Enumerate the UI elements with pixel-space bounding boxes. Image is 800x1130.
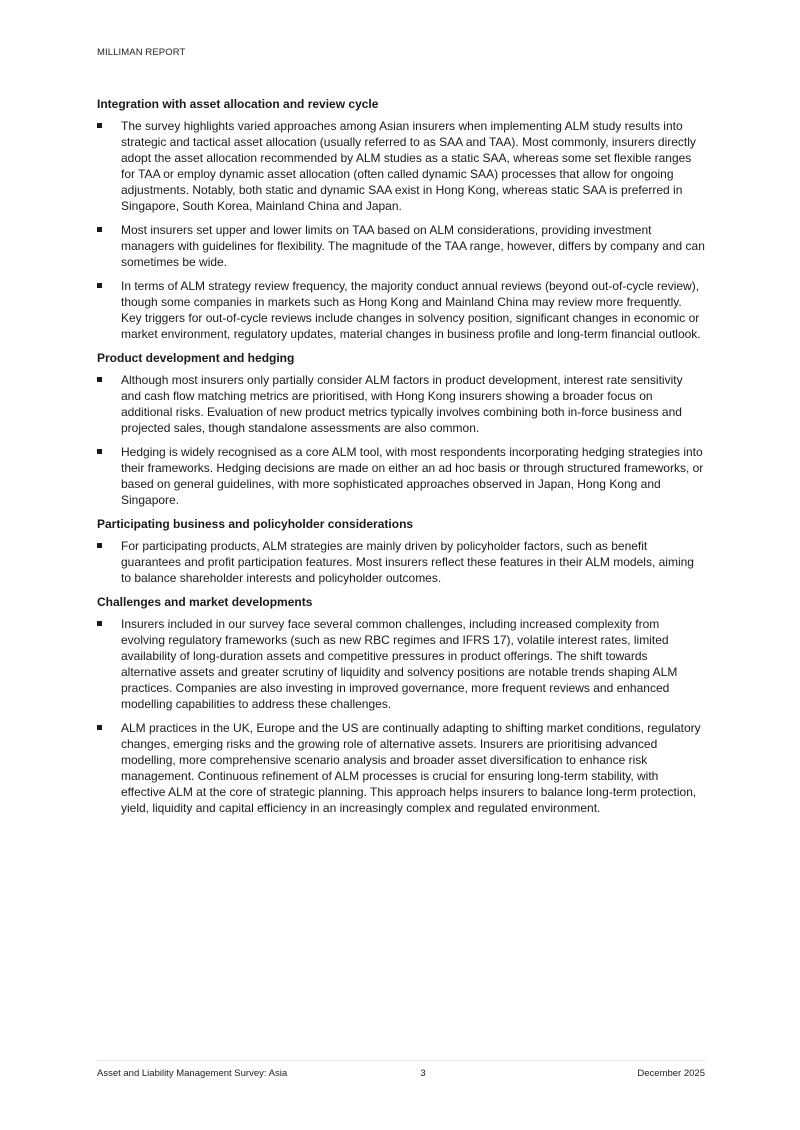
section-heading: Integration with asset allocation and review cycle: [97, 97, 379, 111]
square-bullet-icon: [97, 283, 102, 288]
section-product-development: [97, 350, 705, 508]
report-header-label: MILLIMAN REPORT: [97, 47, 186, 58]
square-bullet-icon: [97, 227, 102, 232]
square-bullet-icon: [97, 725, 102, 730]
bullet-text: The survey highlights varied approaches among Asian insurers when implementing ALM study results into strategic and tactical asset allocation (usually referred to as SAA and TAA). Most commonly, insurers directly adopt the asset allocation recommended by ALM studies as a static SAA, whereas some set flexible ranges for TAA or employ dynamic asset allocation (often called dynamic SAA) processes that allow for ongoing adjustments. Notably, both static and dynamic SAA exist in Hong Kong, whereas static SAA is preferred in Singapore, South Korea, Mainland China and Japan.: [121, 119, 696, 213]
bullet-text: Hedging is widely recognised as a core ALM tool, with most respondents incorporating hedging strategies into their frameworks. Hedging decisions are made on either an ad hoc basis or through structured frameworks, or based on general guidelines, with more sophisticated approaches observed in Japan, Hong Kong and Singapore.: [121, 445, 704, 507]
bullet-list: [97, 538, 705, 586]
bullet-item: [97, 222, 705, 270]
bullet-text: Although most insurers only partially consider ALM factors in product development, interest rate sensitivity and cash flow matching metrics are prioritised, with Hong Kong insurers showing a broader focus on additional risks. Evaluation of new product metrics typically involves combining both in-force business and projected sales, though standalone assessments are also common.: [121, 373, 683, 435]
square-bullet-icon: [97, 449, 102, 454]
bullet-list: [97, 372, 705, 508]
bullet-item: [97, 720, 705, 816]
bullet-text: For participating products, ALM strategies are mainly driven by policyholder factors, such as benefit guarantees and profit participation features. Most insurers reflect these features in their ALM models, aiming to balance shareholder interests and policyholder outcomes.: [121, 539, 694, 585]
square-bullet-icon: [97, 377, 102, 382]
footer-divider: [97, 1060, 705, 1061]
bullet-item: [97, 278, 705, 342]
bullet-item: [97, 538, 705, 586]
bullet-item: [97, 118, 705, 214]
section-heading: Challenges and market developments: [97, 595, 313, 609]
footer-date: December 2025: [637, 1068, 705, 1079]
bullet-item: [97, 616, 705, 712]
bullet-text: Most insurers set upper and lower limits on TAA based on ALM considerations, providing investment managers with guidelines for flexibility. The magnitude of the TAA range, however, differs by company and can sometimes be wide.: [121, 223, 705, 269]
footer-page-number: 3: [420, 1068, 426, 1079]
square-bullet-icon: [97, 543, 102, 548]
square-bullet-icon: [97, 621, 102, 626]
bullet-item: [97, 372, 705, 436]
section-participating-business: [97, 516, 705, 586]
bullet-text: In terms of ALM strategy review frequency, the majority conduct annual reviews (beyond out-of-cycle review), though some companies in markets such as Hong Kong and Mainland China may review more frequently. Key triggers for out-of-cycle reviews include changes in solvency position, significant changes in economic or market environment, regulatory updates, material changes in business profile and long-term financial outlook.: [121, 279, 701, 341]
report-body: [97, 96, 705, 824]
bullet-item: [97, 444, 705, 508]
square-bullet-icon: [97, 123, 102, 128]
section-asset-allocation: [97, 96, 705, 342]
section-challenges: [97, 594, 705, 816]
bullet-text: ALM practices in the UK, Europe and the US are continually adapting to shifting market conditions, regulatory changes, emerging risks and the growing role of alternative assets. Insurers are prioritising advanced modelling, more comprehensive scenario analysis and broader asset diversification to enhance risk management. Continuous refinement of ALM processes is crucial for ensuring long-term stability, with effective ALM at the core of strategic planning. This approach helps insurers to balance long-term protection, yield, liquidity and capital efficiency in an increasingly complex and regulated environment.: [121, 721, 701, 815]
section-heading: Product development and hedging: [97, 351, 295, 365]
section-heading: Participating business and policyholder considerations: [97, 517, 414, 531]
footer-report-title: Asset and Liability Management Survey: Asia: [97, 1068, 288, 1079]
bullet-list: [97, 616, 705, 816]
bullet-list: [97, 118, 705, 342]
bullet-text: Insurers included in our survey face several common challenges, including increased complexity from evolving regulatory frameworks (such as new RBC regimes and IFRS 17), volatile interest rates, limited availability of long-duration assets and competitive pressures in product offerings. The shift towards alternative assets and greater scrutiny of liquidity and solvency positions are notable trends shaping ALM practices. Companies are also investing in improved governance, more frequent reviews and enhanced modelling capabilities to address these challenges.: [121, 617, 678, 711]
